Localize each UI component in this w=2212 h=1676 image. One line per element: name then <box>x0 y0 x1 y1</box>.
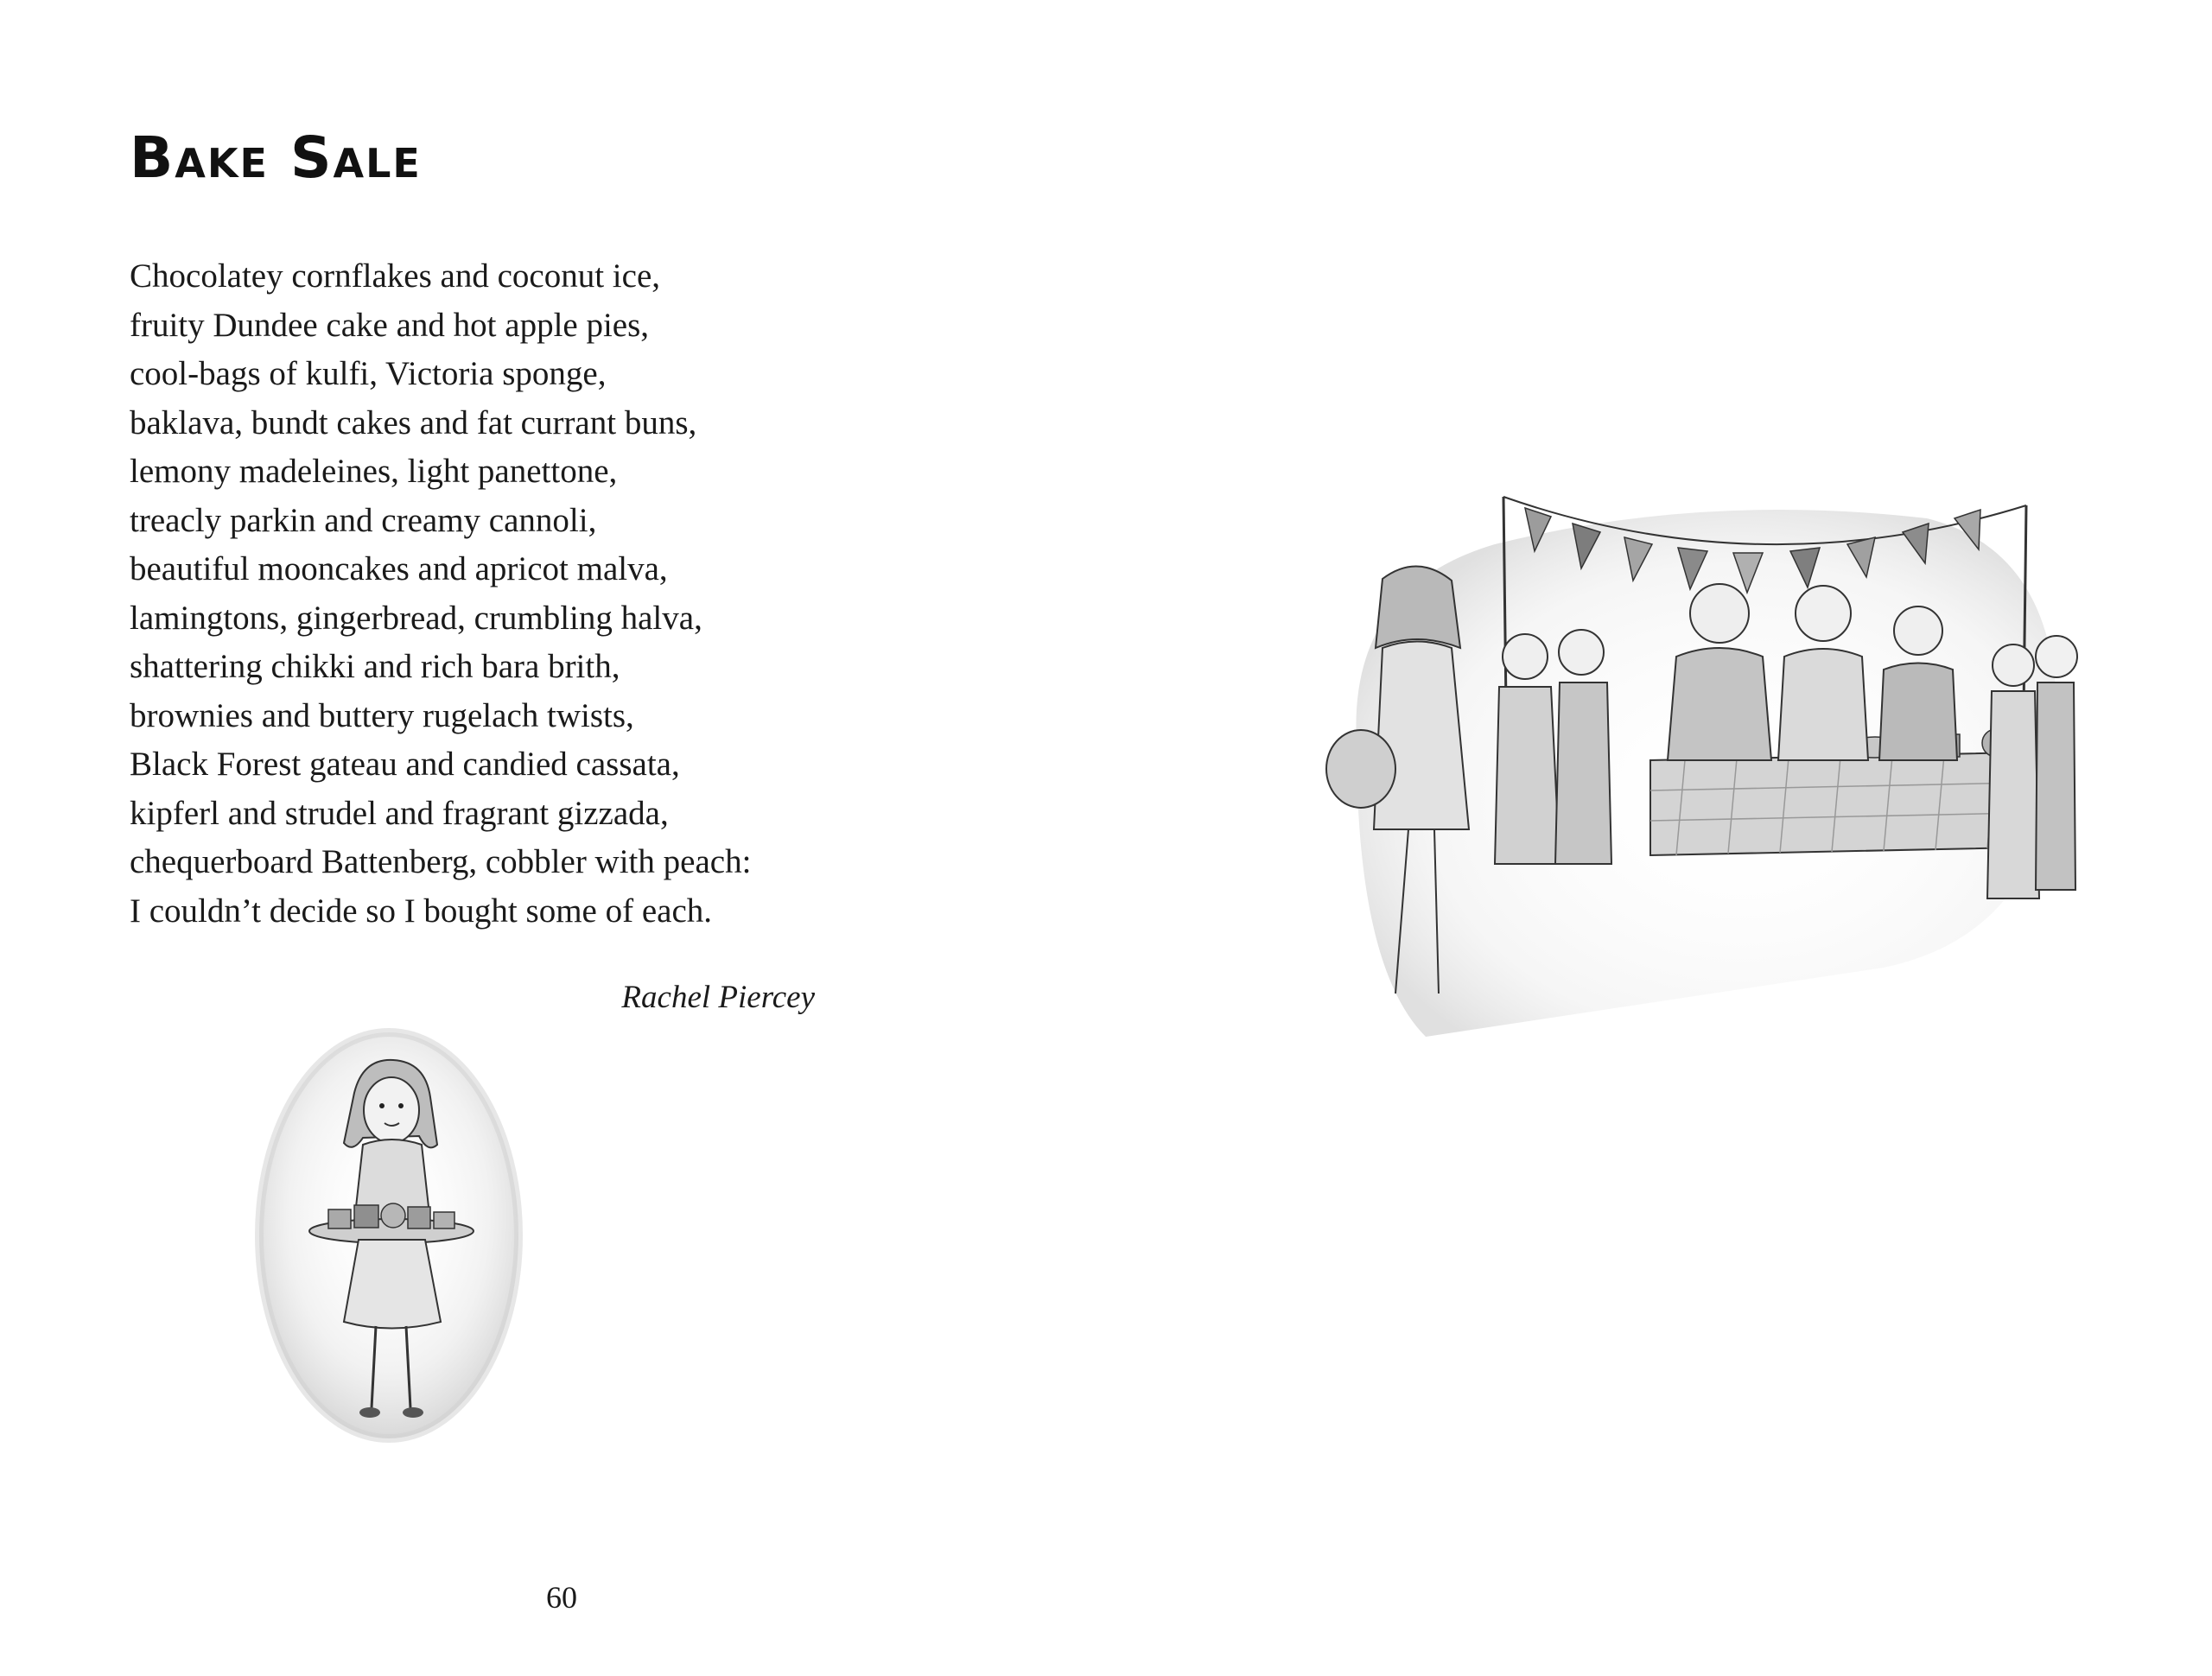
poem-line: cool-bags of kulfi, Victoria sponge, <box>130 355 607 392</box>
poem-line: kipferl and strudel and fragrant gizzada, <box>130 794 669 832</box>
poem-line: lemony madeleines, light panettone, <box>130 453 618 490</box>
poem-line: Black Forest gateau and candied cassata, <box>130 746 680 783</box>
bake-sale-stall-illustration <box>1322 484 2082 1054</box>
poem-line: shattering chikki and rich bara brith, <box>130 648 620 685</box>
poem-line: beautiful mooncakes and apricot malva, <box>130 550 668 587</box>
page-number: 60 <box>546 1580 577 1615</box>
right-page <box>1106 0 2212 1676</box>
poem-author: Rachel Piercey <box>621 980 815 1015</box>
poem-line: Chocolatey cornflakes and coconut ice, <box>130 257 661 295</box>
poem-title: Bake Sale <box>130 124 422 191</box>
poem-line: fruity Dundee cake and hot apple pies, <box>130 306 650 344</box>
poem-line: chequerboard Battenberg, cobbler with peach: <box>130 843 752 880</box>
poem-line: I couldn’t decide so I bought some of each. <box>130 892 713 930</box>
girl-with-tray-illustration <box>233 1024 562 1456</box>
poem-body <box>130 252 907 936</box>
poem-line: lamingtons, gingerbread, crumbling halva, <box>130 599 702 637</box>
poem-line: treacly parkin and creamy cannoli, <box>130 501 597 539</box>
poem-line: baklava, bundt cakes and fat currant buns, <box>130 403 697 441</box>
poem-line: brownies and buttery rugelach twists, <box>130 696 634 734</box>
